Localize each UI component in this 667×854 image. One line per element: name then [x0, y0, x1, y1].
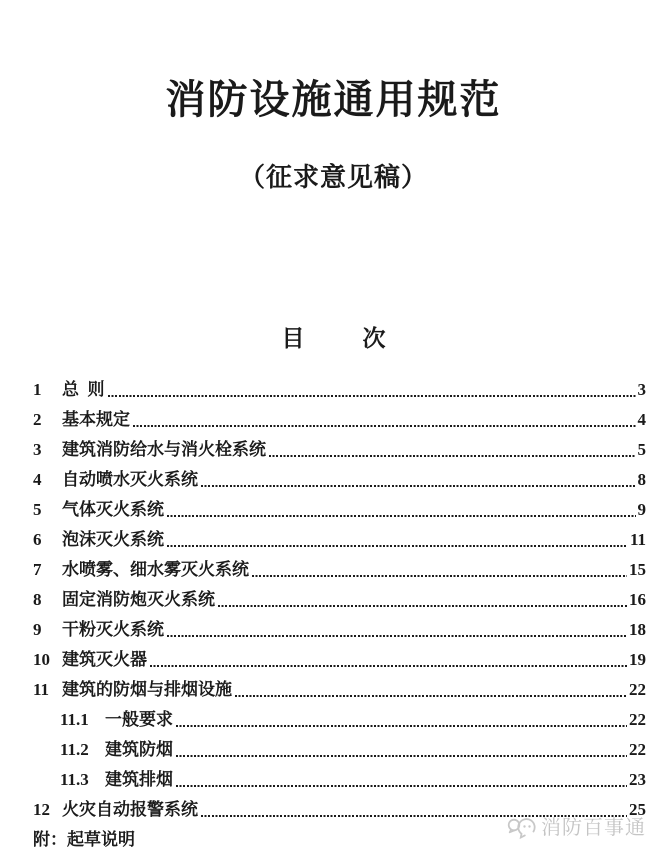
toc-entry-page: 8 — [637, 470, 646, 489]
toc-entry-title: 建筑消防给水与消火栓系统 — [62, 440, 266, 459]
dot-leader — [201, 485, 636, 488]
document-title: 消防设施通用规范 — [165, 78, 502, 122]
toc-entry-number: 4 — [33, 470, 42, 489]
toc-entry-title: 建筑防烟 — [105, 740, 173, 759]
toc-subentry — [60, 741, 646, 759]
toc-entry-number: 7 — [33, 560, 42, 579]
toc-entry-page: 9 — [637, 500, 646, 519]
dot-leader — [218, 605, 627, 608]
toc-entry-title: 建筑灭火器 — [62, 650, 147, 669]
document-subtitle: （征求意见稿） — [238, 163, 428, 192]
dot-leader — [150, 665, 627, 668]
toc-entry — [33, 411, 646, 429]
toc-entry-number: 3 — [33, 440, 42, 459]
dot-leader — [167, 515, 636, 518]
toc-entry-page: 11 — [629, 530, 646, 549]
toc-entry-number: 1 — [33, 380, 42, 399]
toc-entry-number: 12 — [33, 800, 50, 819]
dot-leader — [133, 425, 636, 428]
toc-entry — [33, 381, 646, 399]
toc-subentry — [60, 711, 646, 729]
watermark-text: 消防百事通 — [541, 817, 646, 839]
toc-entry — [33, 531, 646, 549]
dot-leader — [176, 755, 627, 758]
toc-subentry — [60, 771, 646, 789]
toc-entry-number: 10 — [33, 650, 50, 669]
toc-entry-page: 19 — [629, 650, 646, 669]
toc-entry-number: 5 — [33, 500, 42, 519]
toc-entry-page: 22 — [629, 740, 646, 759]
toc-entry — [33, 621, 646, 639]
toc-entry — [33, 561, 646, 579]
watermark — [506, 816, 646, 840]
toc-entry-number: 11.3 — [60, 770, 89, 789]
toc-entry-page: 5 — [637, 440, 646, 459]
toc-heading-char: 目 — [281, 326, 305, 351]
dot-leader — [176, 725, 627, 728]
dot-leader — [235, 695, 627, 698]
toc-entry-page: 22 — [629, 710, 646, 729]
toc-entry-page: 25 — [629, 800, 646, 819]
toc-entry-page: 18 — [629, 620, 646, 639]
toc-entry-page: 23 — [629, 770, 646, 789]
toc-entry-title: 气体灭火系统 — [62, 500, 164, 519]
toc-entry-title: 自动喷水灭火系统 — [62, 470, 198, 489]
toc-entry-number: 6 — [33, 530, 42, 549]
toc-entry-number: 9 — [33, 620, 42, 639]
dot-leader — [252, 575, 627, 578]
toc-entry-page: 3 — [637, 380, 646, 399]
toc-entry-title: 干粉灭火系统 — [62, 620, 164, 639]
toc-entry-title: 固定消防炮灭火系统 — [62, 590, 215, 609]
toc-entry-number: 8 — [33, 590, 42, 609]
toc-entry-title: 火灾自动报警系统 — [62, 800, 198, 819]
toc-entry — [33, 471, 646, 489]
toc-entry-number: 11.1 — [60, 710, 89, 729]
toc-heading-char: 次 — [362, 326, 386, 351]
toc-entry-title: 建筑排烟 — [105, 770, 173, 789]
chat-bubbles-logo-icon — [506, 816, 536, 840]
toc-entry-title: 建筑的防烟与排烟设施 — [62, 680, 232, 699]
toc-entry — [33, 501, 646, 519]
toc-entry — [33, 651, 646, 669]
toc-entry-number: 11.2 — [60, 740, 89, 759]
toc-entry-title: 总 则 — [62, 380, 105, 399]
toc-entry-number: 2 — [33, 410, 42, 429]
dot-leader — [108, 395, 636, 398]
toc-entry — [33, 591, 646, 609]
table-of-contents — [33, 381, 646, 849]
appendix-note: 附：起草说明 — [33, 830, 135, 849]
toc-entry-page: 16 — [629, 590, 646, 609]
toc-entry — [33, 441, 646, 459]
toc-heading — [0, 327, 667, 350]
dot-leader — [176, 785, 627, 788]
dot-leader — [167, 635, 627, 638]
toc-entry-title: 基本规定 — [62, 410, 130, 429]
toc-entry-page: 15 — [629, 560, 646, 579]
toc-entry-number: 11 — [33, 680, 50, 699]
toc-entry-title: 泡沫灭火系统 — [62, 530, 164, 549]
dot-leader — [167, 545, 628, 548]
dot-leader — [269, 455, 636, 458]
toc-entry-page: 22 — [629, 680, 646, 699]
toc-entry-title: 一般要求 — [105, 710, 173, 729]
toc-entry — [33, 681, 646, 699]
toc-entry-title: 水喷雾、细水雾灭火系统 — [62, 560, 249, 579]
toc-entry-page: 4 — [637, 410, 646, 429]
